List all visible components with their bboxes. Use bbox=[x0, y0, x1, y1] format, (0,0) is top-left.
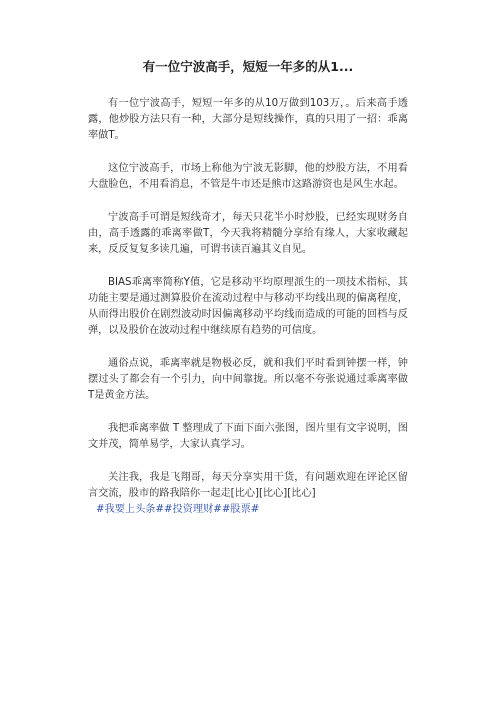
article-paragraph-7: 关注我，我是飞翔哥，每天分享实用干货，有问题欢迎在评论区留言交流，股市的路我陪你一起走[比心][比心][比心] bbox=[88, 472, 408, 499]
article-paragraph-1: 有一位宁波高手，短短一年多的从10万做到103万，。后来高手透露，他炒股方法只有一种，大部分是短线操作，真的只用了一招：乖离率做T。 bbox=[88, 98, 408, 141]
hashtag-link-headline[interactable]: #我要上头条# bbox=[96, 504, 165, 515]
hashtag-link-investment[interactable]: #投资理财# bbox=[164, 504, 222, 515]
article-paragraph-2: 这位宁波高手，市场上称他为宁波无影脚，他的炒股方法，不用看大盘脸色，不用看消息，不管是牛市还是熊市这路游资也是风生水起。 bbox=[88, 163, 408, 190]
article-paragraph-3: 宁波高手可谓是短线奇才，每天只花半小时炒股，已经实现财务自由，高手透露的乖离率做T，今天我将精髓分享给有缘人，大家收藏起来，反反复复多读几遍，可谓书读百遍其义自见。 bbox=[88, 212, 408, 255]
article-paragraph-5: 通俗点说，乖离率就是物极必反，就和我们平时看到钟摆一样，钟摆过头了都会有一个引力，向中间靠拢。所以毫不夸张说通过乖离率做T是黄金方法。 bbox=[88, 358, 408, 401]
hashtag-link-stocks[interactable]: #股票# bbox=[221, 504, 260, 515]
hashtag-row bbox=[88, 502, 408, 518]
article-paragraph-4: BIAS乖离率简称Y值，它是移动平均原理派生的一项技术指标，其功能主要是通过测算股价在流动过程中与移动平均线出现的偏离程度，从而得出股价在剧烈波动时因偏离移动平均线而造成的可能的回档与反弹，以及股价在波动过程中继续原有趋势的可信度。 bbox=[88, 277, 408, 336]
article-title: 有一位宁波高手，短短一年多的从1... bbox=[142, 59, 354, 74]
article-paragraph-6: 我把乖离率做 T 整理成了下面下面六张图，图片里有文字说明，图文并茂，简单易学，大家认真学习。 bbox=[88, 423, 408, 450]
